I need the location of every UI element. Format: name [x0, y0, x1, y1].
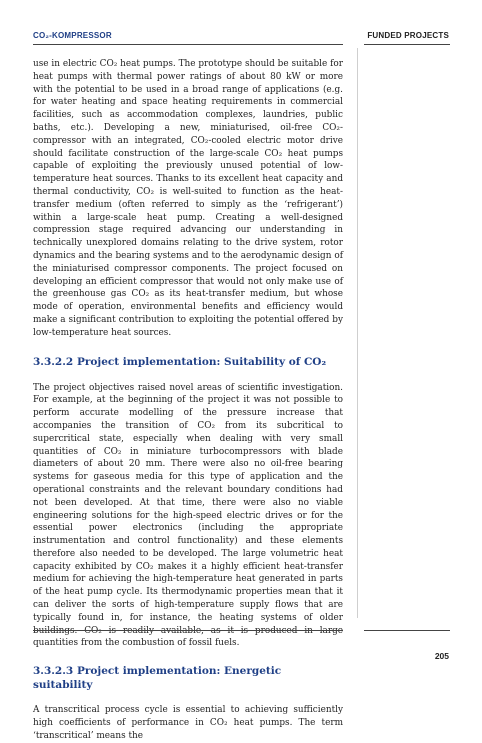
section-number: 3.3.2.2	[33, 355, 74, 368]
header-rule-left	[33, 44, 343, 45]
section-title: Project implementation: Suitability of CO₂	[77, 355, 327, 368]
section-title: Project implementation: Energetic suitability	[33, 665, 282, 692]
running-header-right: FUNDED PROJECTS	[367, 31, 449, 40]
section-number: 3.3.2.3	[33, 665, 74, 678]
footer-rule-left	[33, 630, 343, 631]
section-heading-3-3-2-2	[33, 355, 343, 369]
margin-divider	[357, 48, 358, 618]
page-number: 205	[434, 651, 449, 661]
paragraph-energetic: A transcritical process cycle is essential to achieving sufficiently high coefficients of performance in CO₂ heat pumps. The term ‘transcritical’ means the	[33, 705, 343, 741]
section-heading-3-3-2-3	[33, 664, 343, 692]
header-rule-right	[364, 44, 450, 45]
footer-rule-right	[364, 630, 450, 631]
paragraph-suitability: The project objectives raised novel areas of scientific investigation. For example, at the beginning of the project it was not possible to perform accurate modelling of the pressure increase that accompanies the transition of CO₂ from its subcritical to supercritical state, especially when dealing with very small quantities of CO₂ in miniature turbocompressors with blade diameters of about 20 mm. There were also no oil-free bearing systems for gaseous media for this type of application and the operational constraints and the relevant boundary conditions had not been developed. At that time, there were also no viable engineering solutions for the high-speed electric drives or for the essential power electronics (including the appropriate instrumentation and control functionality) and these elements therefore also needed to be developed. The large volumetric heat capacity exhibited by CO₂ makes it a highly efficient heat-transfer medium for achieving the high-temperature heat generated in parts of the heat pump cycle. Its thermodynamic properties mean that it can deliver the sorts of high-temperature supply flows that are typically found in, for instance, the heating systems of older buildings. CO₂ is readily available, as it is produced in large quantities from the combustion of fossil fuels.	[33, 382, 343, 649]
running-header-left: CO₂-KOMPRESSOR	[33, 31, 112, 40]
body-text	[33, 58, 343, 743]
paragraph-intro: use in electric CO₂ heat pumps. The prototype should be suitable for heat pumps with thermal power ratings of about 80 kW or more with the potential to be used in a broad range of applications (e.g. for water heating and space heating requirements in commercial facilities, such as accommodation complexes, laundries, public baths, etc.). Developing a new, miniaturised, oil-free CO₂-compressor with an integrated, CO₂-cooled electric motor drive should facilitate construction of the large-scale CO₂ heat pumps capable of exploiting the previously unused potential of low-temperature heat sources. Thanks to its excellent heat capacity and thermal conductivity, CO₂ is well-suited to function as the heat-transfer medium (often referred to simply as the ‘refrigerant’) within a large-scale heat pump. Creating a well-designed compression stage required advancing our understanding in technically unexplored domains relating to the drive system, rotor dynamics and the bearing systems and to the aerodynamic design of the miniaturised compressor components. The project focused on developing an efficient compressor that would not only make use of the greenhouse gas CO₂ as its heat-transfer medium, but whose mode of operation, environmental benefits and efficiency would make a significant contribution to exploiting the potential offered by low-temperature heat sources.	[33, 59, 343, 338]
